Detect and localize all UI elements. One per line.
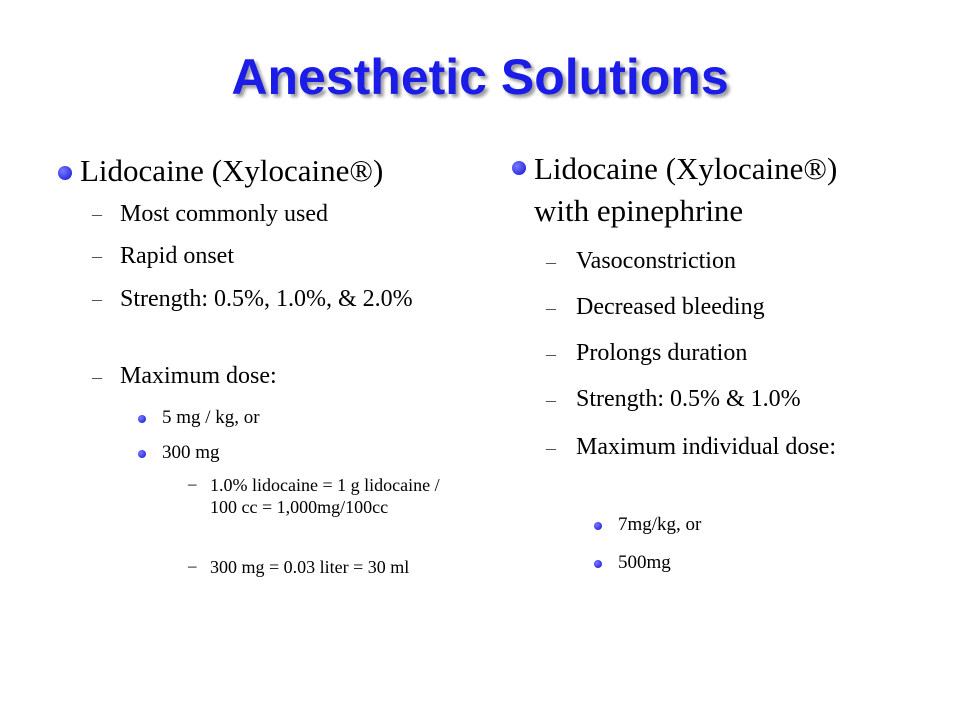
bullet-icon	[58, 166, 72, 180]
left-heading: Lidocaine (Xylocaine®)	[80, 153, 384, 188]
dash-icon: –	[546, 297, 556, 319]
bullet-icon	[138, 415, 146, 423]
bullet-icon	[512, 161, 526, 175]
right-item: Maximum individual dose:	[576, 434, 836, 460]
right-item: Strength: 0.5% & 1.0%	[576, 386, 801, 412]
dash-icon: –	[546, 343, 556, 365]
right-item: Prolongs duration	[576, 340, 748, 366]
dash-icon: –	[92, 366, 102, 388]
left-sub-sub-item: 300 mg = 0.03 liter = 30 ml	[210, 557, 410, 577]
dash-icon: –	[546, 251, 556, 273]
left-item: Strength: 0.5%, 1.0%, & 2.0%	[120, 286, 413, 312]
dash-icon: –	[92, 203, 102, 225]
dash-icon: –	[92, 288, 102, 310]
left-item: Most commonly used	[120, 201, 328, 227]
right-sub-item: 500mg	[618, 552, 671, 573]
left-item: Maximum dose:	[120, 363, 277, 389]
left-sub-sub-item: 1.0% lidocaine = 1 g lidocaine / 100 cc = 1,000mg/100cc	[210, 475, 440, 517]
left-item: Rapid onset	[120, 243, 234, 269]
dash-icon: –	[188, 474, 197, 493]
left-sub-item: 300 mg	[162, 442, 220, 463]
dash-icon: –	[92, 245, 102, 267]
bullet-icon	[594, 560, 602, 568]
slide-title: Anesthetic Solutions	[231, 49, 729, 105]
right-item: Vasoconstriction	[576, 248, 736, 274]
right-heading: Lidocaine (Xylocaine®) with epinephrine	[534, 151, 838, 228]
dash-icon: –	[188, 556, 197, 575]
right-sub-item: 7mg/kg, or	[618, 514, 702, 535]
dash-icon: –	[546, 437, 556, 459]
right-item: Decreased bleeding	[576, 294, 765, 320]
left-sub-item: 5 mg / kg, or	[162, 407, 260, 428]
bullet-icon	[138, 450, 146, 458]
bullet-icon	[594, 522, 602, 530]
dash-icon: –	[546, 389, 556, 411]
